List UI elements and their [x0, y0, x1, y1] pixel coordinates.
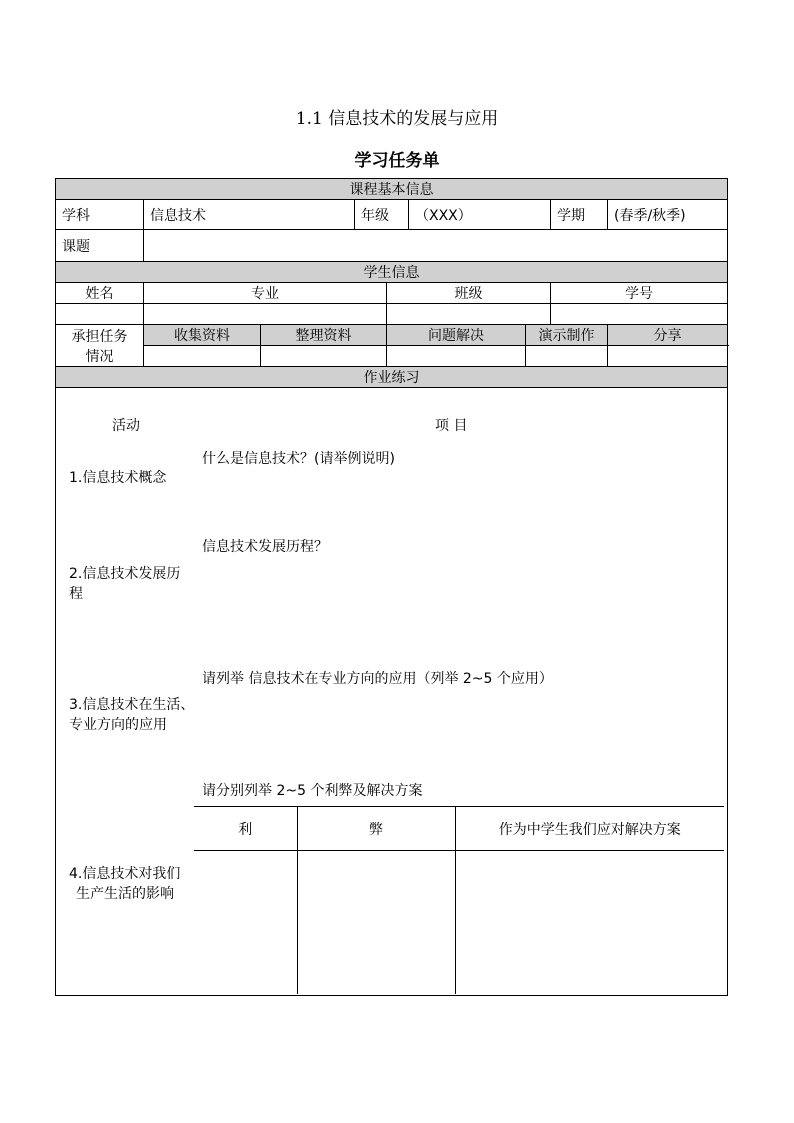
subject-value[interactable]: 信息技术 [144, 200, 355, 230]
grade-value[interactable]: （XXX） [409, 200, 551, 230]
activity1-question: 什么是信息技术？(请举例说明) [202, 451, 395, 467]
task-sheet-table [55, 178, 728, 996]
task-solve: 问题解决 [387, 325, 526, 346]
task-label-line1: 承担任务 [71, 328, 128, 345]
task-organize: 整理资料 [261, 325, 387, 346]
activity3-question: 请列举 信息技术在专业方向的应用（列举 2~5 个应用） [202, 671, 553, 687]
task-organize-cell[interactable] [261, 346, 387, 367]
activity2-label-line2: 程 [69, 586, 83, 602]
topic-value[interactable] [144, 230, 728, 262]
student-col-name: 姓名 [56, 283, 144, 304]
activity2-question: 信息技术发展历程？ [202, 539, 328, 555]
student-class-cell[interactable] [387, 304, 551, 325]
activity4-question: 请分别列举 2~5 个利弊及解决方案 [202, 783, 423, 799]
student-major-cell[interactable] [144, 304, 387, 325]
task-label-line2: 情况 [85, 348, 114, 365]
grade-label: 年级 [355, 200, 409, 230]
task-label [56, 325, 144, 367]
student-name-cell[interactable] [56, 304, 144, 325]
student-col-major: 专业 [144, 283, 387, 304]
student-col-id: 学号 [551, 283, 728, 304]
pros-cons-table [194, 806, 724, 994]
activity4-label-line2: 生产生活的影响 [76, 886, 174, 902]
homework-area [56, 388, 728, 996]
task-share-cell[interactable] [608, 346, 728, 367]
topic-label: 课题 [56, 230, 144, 262]
activity3-label-line2: 专业方向的应用 [69, 717, 167, 733]
activity4-label-line1: 4.信息技术对我们 [69, 866, 181, 882]
pros-header: 利 [194, 807, 297, 851]
cons-cell[interactable] [297, 851, 455, 995]
task-collect-cell[interactable] [144, 346, 261, 367]
document-title: 1.1 信息技术的发展与应用 [295, 109, 499, 129]
activity2-label-line1: 2.信息技术发展历 [69, 566, 181, 582]
activity-header: 活动 [112, 418, 140, 434]
subject-label: 学科 [56, 200, 144, 230]
task-collect: 收集资料 [144, 325, 261, 346]
task-present: 演示制作 [526, 325, 608, 346]
section-header-course-info: 课程基本信息 [56, 179, 728, 200]
student-id-cell[interactable] [551, 304, 728, 325]
task-present-cell[interactable] [526, 346, 608, 367]
activity3-label-line1: 3.信息技术在生活、 [69, 697, 195, 713]
section-header-student-info: 学生信息 [56, 262, 728, 283]
document-subtitle: 学习任务单 [354, 151, 440, 171]
task-solve-cell[interactable] [387, 346, 526, 367]
term-label: 学期 [551, 200, 608, 230]
pros-cell[interactable] [194, 851, 297, 995]
activity1-label: 1.信息技术概念 [69, 470, 167, 486]
solutions-cell[interactable] [455, 851, 724, 995]
term-value[interactable]: (春季/秋季) [608, 200, 728, 230]
cons-header: 弊 [297, 807, 455, 851]
solutions-header: 作为中学生我们应对解决方案 [455, 807, 724, 851]
task-share: 分享 [608, 325, 728, 346]
student-col-class: 班级 [387, 283, 551, 304]
section-header-homework: 作业练习 [56, 367, 728, 388]
item-header: 项 目 [435, 418, 468, 434]
